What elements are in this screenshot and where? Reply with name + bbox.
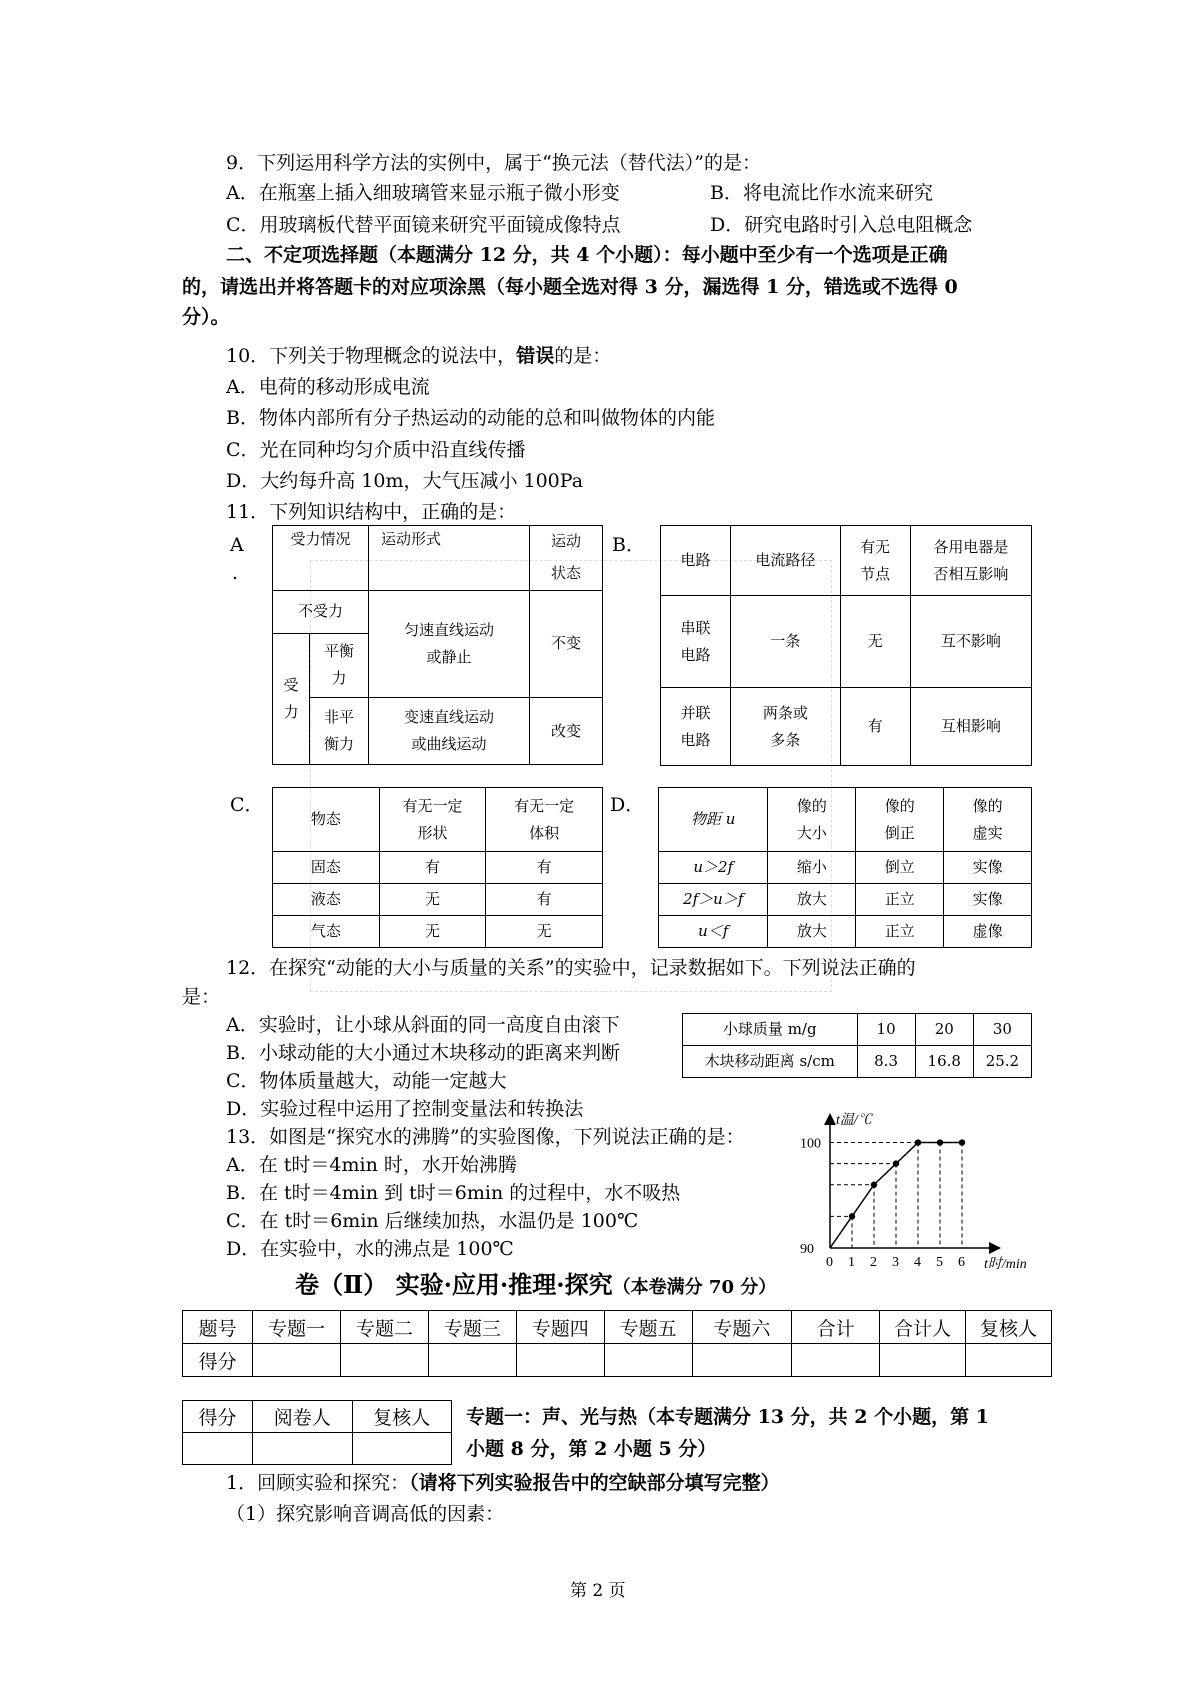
- chart-x-tick-label: 3: [892, 1255, 899, 1270]
- q11-stem: 11．下列知识结构中，正确的是：: [226, 501, 517, 523]
- table-b-series-node: 无: [840, 596, 910, 688]
- q10-option-d: D．大约每升高 10m，大气压减小 100Pa: [226, 470, 584, 492]
- table-d-cell: 虚像: [944, 916, 1032, 948]
- chart-point: [893, 1160, 899, 1166]
- q12-table-mass-header: 小球质量 m/g: [683, 1014, 858, 1046]
- score-header-cell: 复核人: [966, 1311, 1052, 1344]
- q13-option-c: C．在 t时＝6min 后继续加热，水温仍是 100℃: [226, 1210, 639, 1232]
- score-value-cell[interactable]: [604, 1344, 692, 1377]
- q9-stem: 9．下列运用科学方法的实例中，属于“换元法（替代法）”的是：: [226, 152, 762, 174]
- chart-x-tick-label: 4: [914, 1255, 921, 1270]
- table-d-header-real: 像的 虚实: [944, 788, 1032, 852]
- q12-table-distance-header: 木块移动距离 s/cm: [683, 1046, 858, 1078]
- table-b-header-path: 电流路径: [731, 526, 840, 596]
- chart-point: [937, 1139, 943, 1145]
- q11-table-d: [658, 787, 1032, 948]
- table-a-balanced: 平衡 力: [310, 633, 369, 698]
- topic1-title-2: 小题 8 分，第 2 小题 5 分）: [466, 1438, 717, 1460]
- score-header-cell: 合计: [792, 1311, 880, 1344]
- table-a-state-1: 不变: [530, 590, 603, 698]
- table-a-header-state-1: 运动: [530, 526, 603, 558]
- table-b-header-circuit: 电路: [661, 526, 731, 596]
- q10-option-b: B．物体内部所有分子热运动的动能的总和叫做物体的内能: [226, 407, 715, 429]
- q12-table-cell: 30: [973, 1014, 1031, 1046]
- q13-option-a: A．在 t时＝4min 时，水开始沸腾: [226, 1154, 517, 1176]
- q12-option-d: D．实验过程中运用了控制变量法和转换法: [226, 1098, 584, 1120]
- score-value-cell[interactable]: [692, 1344, 792, 1377]
- q12-option-a: A．实验时，让小球从斜面的同一高度自由滚下: [226, 1014, 620, 1036]
- q12-option-b: B．小球动能的大小通过木块移动的距离来判断: [226, 1042, 620, 1064]
- table-c-cell: 无: [379, 884, 486, 916]
- table-c-cell: 液态: [273, 884, 380, 916]
- table-a-header-force: 受力情况: [273, 526, 369, 591]
- table-c-cell: 固态: [273, 852, 380, 884]
- score-value-cell[interactable]: [966, 1344, 1052, 1377]
- q11-table-c: [272, 787, 603, 948]
- q11-label-a: A: [230, 534, 244, 556]
- table-b-series-path: 一条: [731, 596, 840, 688]
- chart-x-tick-label: 5: [936, 1255, 943, 1270]
- q12-table-cell: 20: [915, 1014, 973, 1046]
- score-value-cell[interactable]: [253, 1344, 341, 1377]
- table-c-header-volume: 有无一定 体积: [486, 788, 603, 852]
- q13-option-b: B．在 t时＝4min 到 t时＝6min 的过程中，水不吸热: [226, 1182, 681, 1204]
- q12-table-cell: 8.3: [857, 1046, 915, 1078]
- score-value-row: [183, 1344, 1052, 1377]
- score-row-label: 得分: [183, 1344, 253, 1377]
- q12-table-cell: 25.2: [973, 1046, 1031, 1078]
- table-b-series: 串联 电路: [661, 596, 731, 688]
- chart-point: [871, 1182, 877, 1188]
- table-d-cell: 2f＞u＞f: [659, 884, 768, 916]
- chart-points: [849, 1139, 965, 1219]
- table-d-cell: 倒立: [856, 852, 944, 884]
- score-header-cell: 专题三: [428, 1311, 516, 1344]
- table-b-parallel-node: 有: [840, 688, 910, 766]
- topic1-q1: 1．回顾实验和探究：（请将下列实验报告中的空缺部分填写完整）: [226, 1472, 780, 1494]
- table-b-series-influence: 互不影响: [910, 596, 1031, 688]
- chart-y-tick-label: 100: [800, 1136, 821, 1152]
- score-value-cell[interactable]: [341, 1344, 429, 1377]
- score-value-cell[interactable]: [792, 1344, 880, 1377]
- grader-checker: 复核人: [352, 1401, 452, 1433]
- score-header-row: [183, 1311, 1052, 1344]
- grader-table: [182, 1400, 452, 1465]
- q10-option-c: C．光在同种均匀介质中沿直线传播: [226, 439, 526, 461]
- q12-table-cell: 10: [857, 1014, 915, 1046]
- table-a-header-motion: 运动形式: [369, 526, 530, 591]
- q12-option-c: C．物体质量越大，动能一定越大: [226, 1070, 507, 1092]
- table-c-cell: 有: [486, 884, 603, 916]
- chart-x-tick-label: 1: [848, 1255, 855, 1270]
- grader-cell[interactable]: [253, 1433, 352, 1465]
- score-value-cell[interactable]: [880, 1344, 966, 1377]
- table-d-cell: 正立: [856, 884, 944, 916]
- q12-stem-2: 是：: [182, 986, 221, 1008]
- table-c-cell: 有: [486, 852, 603, 884]
- table-b-header-node: 有无 节点: [840, 526, 910, 596]
- table-a-no-force: 不受力: [273, 590, 369, 633]
- table-c-cell: 有: [379, 852, 486, 884]
- score-header-cell: 专题五: [604, 1311, 692, 1344]
- part2-title: 卷（Ⅱ） 实验·应用·推理·探究（本卷满分 70 分）: [295, 1270, 777, 1299]
- grader-score: 得分: [183, 1401, 253, 1433]
- q13-option-d: D．在实验中，水的沸点是 100℃: [226, 1238, 514, 1260]
- q9-option-c: C．用玻璃板代替平面镜来研究平面镜成像特点: [226, 214, 621, 236]
- q11-label-c: C．: [230, 794, 264, 816]
- score-header-cell: 专题一: [253, 1311, 341, 1344]
- table-a-force: 受 力: [273, 633, 310, 764]
- table-c-header-state: 物态: [273, 788, 380, 852]
- table-d-cell: 实像: [944, 884, 1032, 916]
- table-d-cell: u＜f: [659, 916, 768, 948]
- section2-line3: 分）。: [182, 306, 230, 328]
- q9-option-d: D．研究电路时引入总电阻概念: [710, 214, 973, 236]
- section2-line2: 的，请选出并将答题卡的对应项涂黑（每小题全选对得 3 分，漏选得 1 分，错选或不选得 0: [182, 276, 958, 298]
- q11-label-a-dot: .: [232, 562, 239, 584]
- table-d-cell: 放大: [768, 916, 856, 948]
- grader-cell[interactable]: [183, 1433, 253, 1465]
- chart-y-label: t温/℃: [836, 1113, 872, 1128]
- score-header-cell: 专题二: [341, 1311, 429, 1344]
- score-header-cell: 题号: [183, 1311, 253, 1344]
- boiling-chart: [790, 1110, 1050, 1278]
- grader-cell[interactable]: [352, 1433, 452, 1465]
- chart-point: [959, 1139, 965, 1145]
- score-header-cell: 专题六: [692, 1311, 792, 1344]
- table-d-cell: u＞2f: [659, 852, 768, 884]
- table-a-motion-1: 匀速直线运动 或静止: [369, 590, 530, 698]
- q12-stem-1: 12．在探究“动能的大小与质量的关系”的实验中，记录数据如下。下列说法正确的: [226, 957, 916, 979]
- score-header-cell: 专题四: [516, 1311, 604, 1344]
- table-d-header-orientation: 像的 倒正: [856, 788, 944, 852]
- grader-reviewer: 阅卷人: [253, 1401, 352, 1433]
- chart-x-tick-label: 2: [870, 1255, 877, 1270]
- table-d-header-distance: 物距 u: [659, 788, 768, 852]
- table-a-state-2: 改变: [530, 698, 603, 765]
- table-b-parallel-influence: 互相影响: [910, 688, 1031, 766]
- table-d-header-size: 像的 大小: [768, 788, 856, 852]
- q10-stem: 10．下列关于物理概念的说法中，错误的是：: [226, 345, 612, 367]
- page-number: 第 2 页: [570, 1581, 626, 1601]
- chart-x-tick-label: 0: [826, 1255, 833, 1270]
- table-c-cell: 气态: [273, 916, 380, 948]
- q12-data-table: [682, 1013, 1032, 1078]
- score-table: [182, 1310, 1052, 1377]
- q9-option-a: A．在瓶塞上插入细玻璃管来显示瓶子微小形变: [226, 182, 620, 204]
- q13-stem: 13．如图是“探究水的沸腾”的实验图像，下列说法正确的是：: [226, 1126, 745, 1148]
- chart-point: [915, 1139, 921, 1145]
- table-b-header-influence: 各用电器是 否相互影响: [910, 526, 1031, 596]
- table-d-cell: 放大: [768, 884, 856, 916]
- q11-table-b: [660, 525, 1032, 766]
- table-c-cell: 无: [379, 916, 486, 948]
- table-a-motion-2: 变速直线运动 或曲线运动: [369, 698, 530, 765]
- topic1-title-1: 专题一：声、光与热（本专题满分 13 分，共 2 个小题，第 1: [466, 1406, 989, 1428]
- table-d-cell: 正立: [856, 916, 944, 948]
- chart-x-label: t时/min: [984, 1257, 1027, 1272]
- q11-label-b: B．: [612, 534, 645, 556]
- topic1-q1-sub: （1）探究影响音调高低的因素：: [226, 1503, 505, 1525]
- score-value-cell[interactable]: [428, 1344, 516, 1377]
- table-d-cell: 实像: [944, 852, 1032, 884]
- table-d-cell: 缩小: [768, 852, 856, 884]
- q9-option-b: B．将电流比作水流来研究: [710, 182, 933, 204]
- chart-guides: [830, 1143, 962, 1248]
- q12-table-cell: 16.8: [915, 1046, 973, 1078]
- score-header-cell: 合计人: [880, 1311, 966, 1344]
- table-c-header-shape: 有无一定 形状: [379, 788, 486, 852]
- q11-table-a: [272, 525, 603, 765]
- chart-y-tick-label: 90: [800, 1242, 814, 1257]
- table-a-header-state-2: 状态: [530, 558, 603, 590]
- chart-x-tick-label: 6: [958, 1255, 965, 1270]
- table-b-parallel: 并联 电路: [661, 688, 731, 766]
- q10-option-a: A．电荷的移动形成电流: [226, 376, 430, 398]
- table-b-parallel-path: 两条或 多条: [731, 688, 840, 766]
- section2-line1: 二、不定项选择题（本题满分 12 分，共 4 个小题）：每小题中至少有一个选项是正确: [226, 244, 948, 266]
- score-value-cell[interactable]: [516, 1344, 604, 1377]
- chart-point: [849, 1213, 855, 1219]
- q11-label-d: D．: [610, 794, 645, 816]
- table-c-cell: 无: [486, 916, 603, 948]
- table-a-unbalanced: 非平 衡力: [310, 698, 369, 765]
